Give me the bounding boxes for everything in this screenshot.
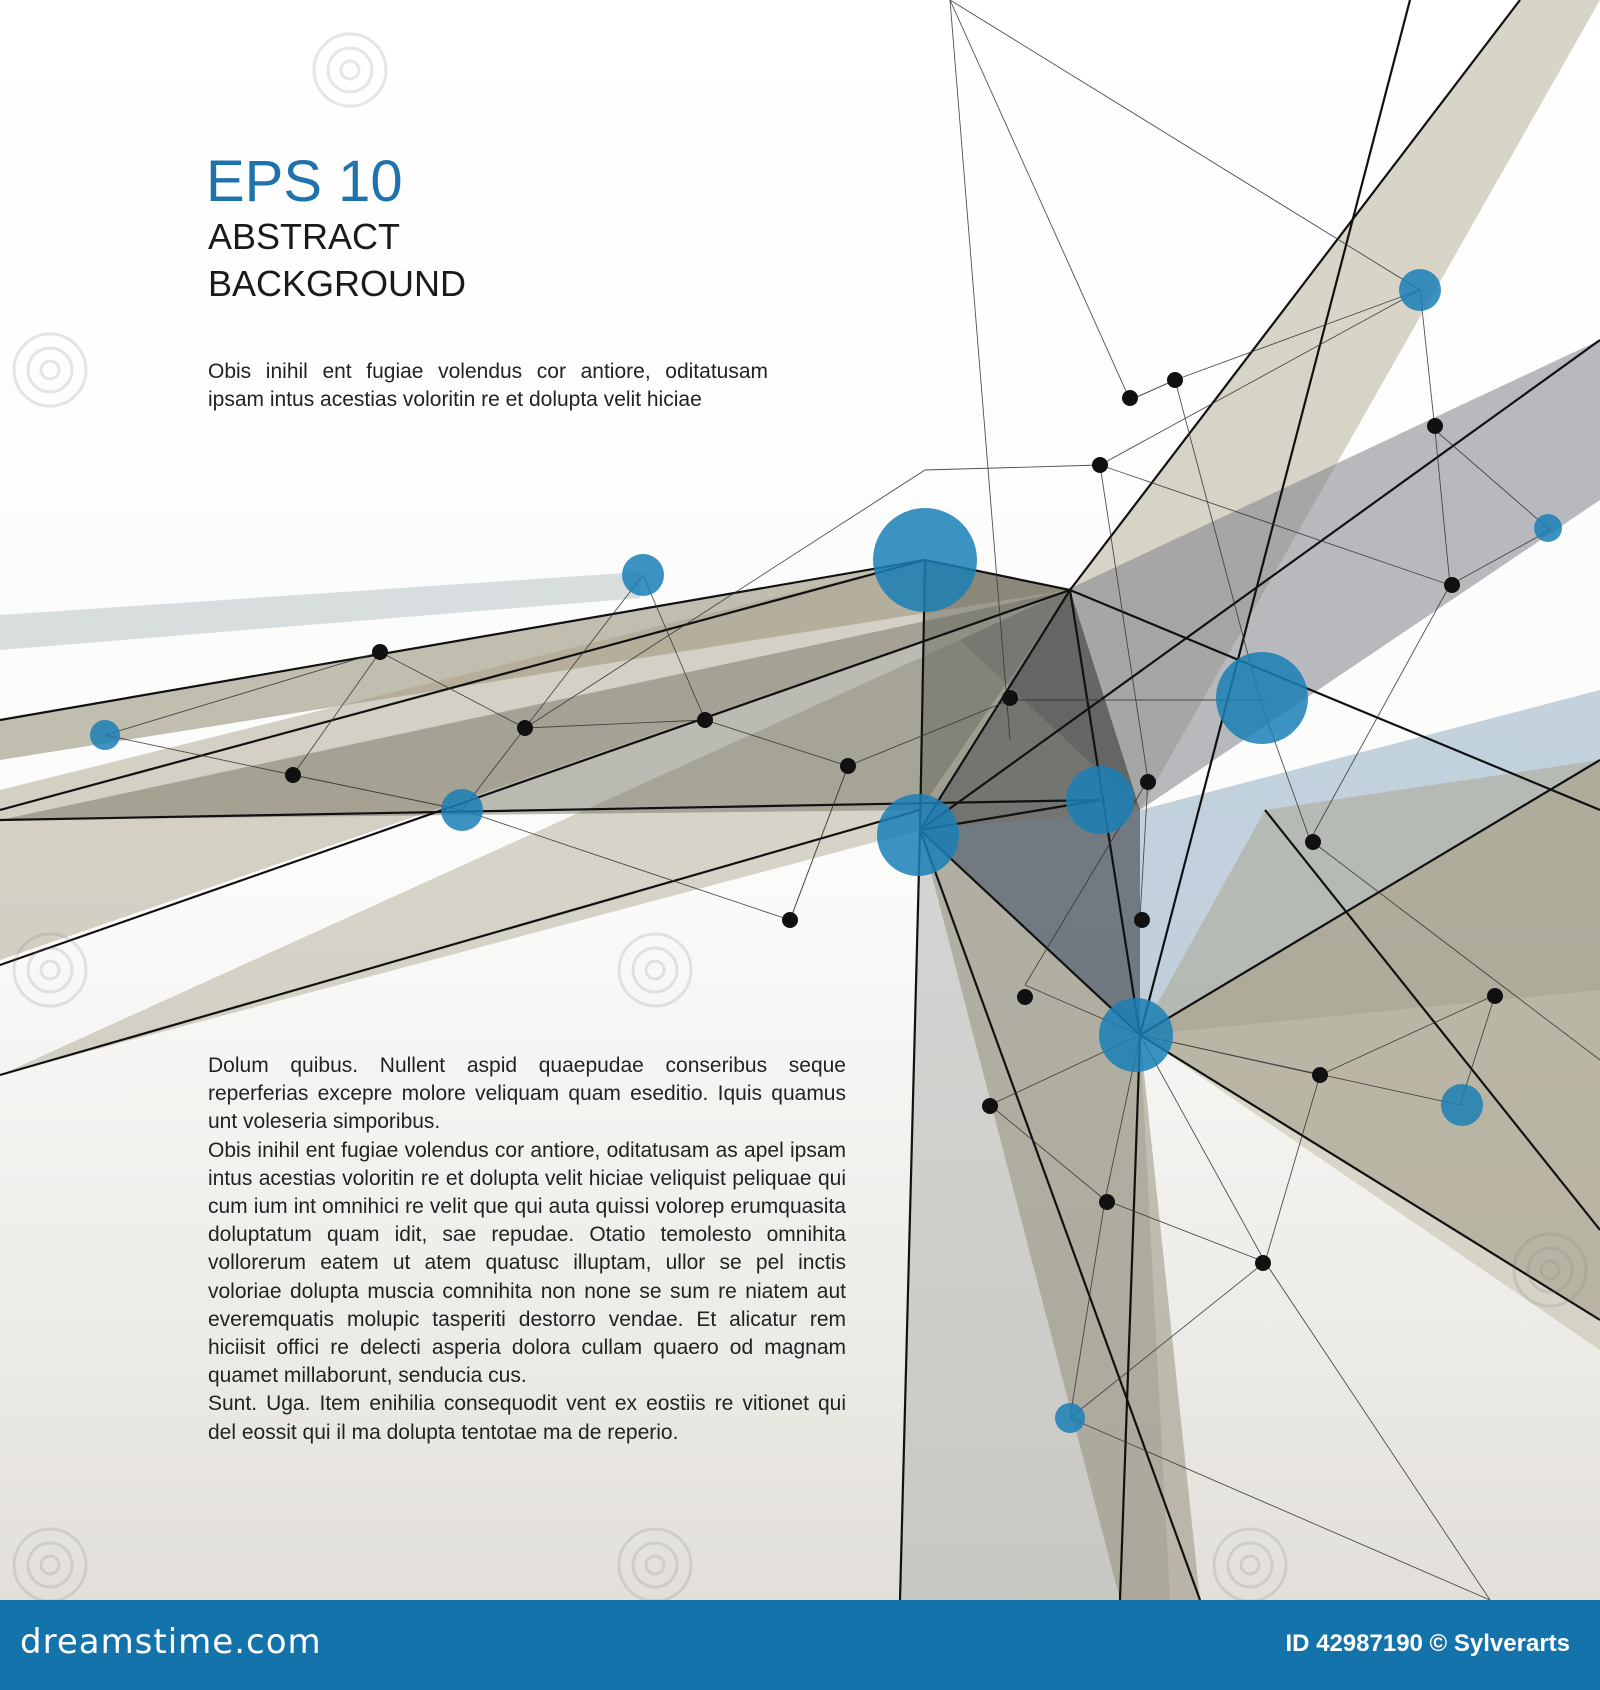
body-paragraph: Obis inihil ent fugiae volendus cor antiore, oditatusam as apel ipsam intus acestias voloritin re et dolupta velit hiciae veliquist peliquae qui cum ium int omnihici re velit que qui auta quissi volorep erumquasita doluptatum quam idit, sae repudae. Otatio temolesto omnihita vollorerum eatem ut atem quatusc illuptam, ullor se pel inctis voloriae dolupta muscia comnihita non none se sum re niatem aut everemquatis molupic tasperiti destorro vendae. Et alicatur rem hiciisit offici re delecti asperia dolora cullam quaero od magnam quamet millaborunt, senducia cus. xyxy=(208,1138,846,1388)
spiral-icon xyxy=(1210,1525,1290,1600)
subtitle-line-1: ABSTRACT xyxy=(208,216,401,257)
spiral-icon xyxy=(10,330,90,410)
page-title: EPS 10 xyxy=(206,149,403,214)
spiral-icon xyxy=(310,30,390,110)
dreamstime-logo[interactable]: dreamstime.com xyxy=(20,1622,322,1662)
spiral-icon xyxy=(615,930,695,1010)
spiral-icon xyxy=(1510,1230,1590,1310)
spiral-icon xyxy=(615,1525,695,1600)
intro-text: Obis inihil ent fugiae volendus cor antiore, oditatusam ipsam intus acestias voloritin re et dolupta velit hiciae xyxy=(208,360,768,411)
body-paragraph: Sunt. Uga. Item enihilia consequodit vent ex eostiis re vitionet qui del eossit qui il ma dolupta tentotae ma de reperio. xyxy=(208,1392,846,1444)
footer-bar xyxy=(0,1600,1600,1690)
image-id-credit: ID 42987190 © Sylverarts xyxy=(1285,1630,1570,1657)
body-text xyxy=(208,1052,846,1447)
body-paragraph: Dolum quibus. Nullent aspid quaepudae conseribus seque reperferias excepre molore veliquam quam eseditio. Iquis quamus unt voleseria simporibus. xyxy=(208,1054,846,1134)
spiral-icon xyxy=(10,1525,90,1600)
spiral-icon xyxy=(10,930,90,1010)
subtitle-line-2: BACKGROUND xyxy=(208,263,467,304)
